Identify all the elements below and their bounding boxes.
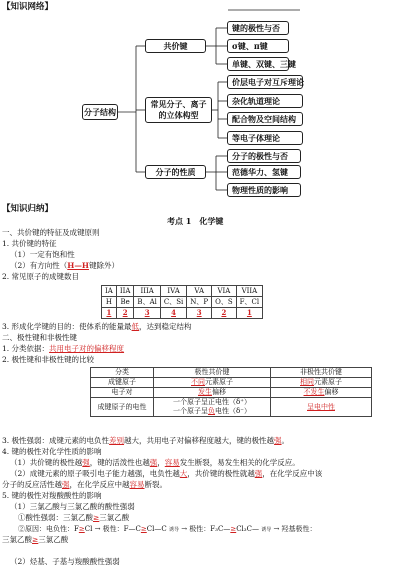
text-line: 1. 分类依据：共用电子对的偏移程度 (2, 344, 125, 353)
induction-label: 诱导 (261, 527, 272, 533)
text-line: ①酸性强弱：三氯乙酸≥三氯乙酸 (18, 513, 130, 522)
text-line: （2）有方向性（H—H键除外） (10, 261, 119, 270)
table-cell: 成键原子 (91, 378, 154, 388)
table-cell: VIA (212, 286, 237, 297)
mindmap-leaf: 物理性质的影响 (227, 183, 301, 197)
bond-count-table (101, 285, 263, 319)
mindmap-leaf: 范德华力、氢键 (227, 165, 301, 179)
table-row (91, 388, 372, 398)
table-cell: 2 (116, 308, 134, 319)
table-row (91, 368, 372, 378)
table-cell: 1 (102, 308, 117, 319)
mindmap-root: 分子结构 (82, 104, 118, 120)
text-line: 一、共价键的特征及成键原则 (2, 228, 100, 237)
text-line: 2. 极性键和非极性键的比较 (2, 355, 95, 364)
table-cell: B、Al (134, 297, 160, 308)
mindmap-leaf: 配合物及空间结构 (227, 112, 303, 126)
text-line: 3. 极性强弱：成键元素的电负性差别越大，共用电子对偏移程度越大，键的极性越强。 (2, 436, 290, 445)
table-row (102, 297, 263, 308)
text-line: （2）烃基、子基与羧酸酸性强弱 (10, 557, 120, 566)
table-cell: VIIA (236, 286, 262, 297)
table-cell: O、S (212, 297, 237, 308)
text-line: 5. 键的极性对羧酸酸性的影响 (2, 491, 102, 500)
table-cell: Be (116, 297, 134, 308)
table-cell: IA (102, 286, 117, 297)
mindmap-leaf: 价层电子对互斥理论 (227, 75, 303, 89)
mindmap-leaf: 等电子体理论 (227, 131, 303, 145)
section-heading-summary: 【知识归纳】 (2, 204, 54, 214)
table-row (91, 398, 372, 417)
text-line: 2. 常见原子的成键数目 (2, 272, 80, 281)
table-cell: 分类 (91, 368, 154, 378)
table-cell: 3 (134, 308, 160, 319)
text-line: 分子的反应活性越强，在化学反应中越容易断裂。 (2, 480, 167, 489)
table-cell: 非极性共价键 (271, 368, 372, 378)
table-cell: 相同元素原子 (271, 378, 372, 388)
mindmap-leaf: 键的极性与否 (227, 21, 289, 35)
mindmap-leaf: 单键、双键、三键 (227, 57, 289, 71)
table-cell: 极性共价键 (154, 368, 271, 378)
table-cell: 电子对 (91, 388, 154, 398)
text-line: 4. 键的极性对化学性质的影响 (2, 447, 102, 456)
table-cell: 不同元素原子 (154, 378, 271, 388)
text-line: （1）一定有饱和性 (10, 250, 75, 259)
bond-comparison-table (90, 367, 372, 417)
text-line: （1）共价键的极性越强，键的活泼性也越强，容易发生断裂，易发生相关的化学反应。 (10, 458, 300, 467)
table-cell: VA (187, 286, 212, 297)
table-row (102, 308, 263, 319)
mindmap-leaf: σ键、π键 (227, 39, 289, 53)
topic-title: 考点 1 化学键 (167, 216, 224, 226)
table-cell: 成键原子的电性 (91, 398, 154, 417)
table-cell: H (102, 297, 117, 308)
table-cell: IIA (116, 286, 134, 297)
mindmap-branch-molecular-shape: 常见分子、离子的立体构型 (145, 97, 212, 123)
table-cell: 不发生偏移 (271, 388, 372, 398)
table-cell: C、Si (160, 297, 186, 308)
mindmap-branch-molecular-properties: 分子的性质 (145, 165, 206, 179)
table-cell: F、Cl (236, 297, 262, 308)
table-cell: 2 (212, 308, 237, 319)
text-line: 3. 形成化学键的目的：使体系的能量最低，达到稳定结构 (2, 322, 192, 331)
text-line: 三氯乙酸≥三氯乙酸 (2, 535, 69, 544)
mindmap-branch-covalent-bond: 共价键 (145, 39, 206, 53)
text-line: 二、极性键和非极性键 (2, 333, 77, 342)
table-cell: 3 (187, 308, 212, 319)
table-cell: N、P (187, 297, 212, 308)
text-line: 1. 共价键的特征 (2, 239, 57, 248)
table-row (102, 286, 263, 297)
table-row (91, 378, 372, 388)
mindmap-leaf: 杂化轨道理论 (227, 94, 303, 108)
section-heading-network: 【知识网络】 (2, 2, 54, 12)
text-line: （2）成键元素的原子吸引电子能力越强，电负性越大，共价键的极性就越强，在化学反应中该 (10, 469, 323, 478)
table-cell: 一个原子呈正电性（δ⁺） 一个原子呈负电性（δ⁻） (154, 398, 271, 417)
table-cell: 呈电中性 (271, 398, 372, 417)
table-cell: 4 (160, 308, 186, 319)
text-line: （1）三氯乙酸与三氯乙酸的酸性强弱 (10, 502, 135, 511)
table-cell: IVA (160, 286, 186, 297)
induction-label: 诱导 (168, 527, 179, 533)
text-line: ②原因：电负性：F≥Cl → 极性：F—C≥Cl—C 诱导 → 极性：F₃C—≥Cl₃C— 诱导 → 羟基极性： (18, 525, 317, 533)
mindmap-leaf: 分子的极性与否 (227, 149, 301, 163)
table-cell: 发生偏移 (154, 388, 271, 398)
table-cell: 1 (236, 308, 262, 319)
table-cell: IIIA (134, 286, 160, 297)
